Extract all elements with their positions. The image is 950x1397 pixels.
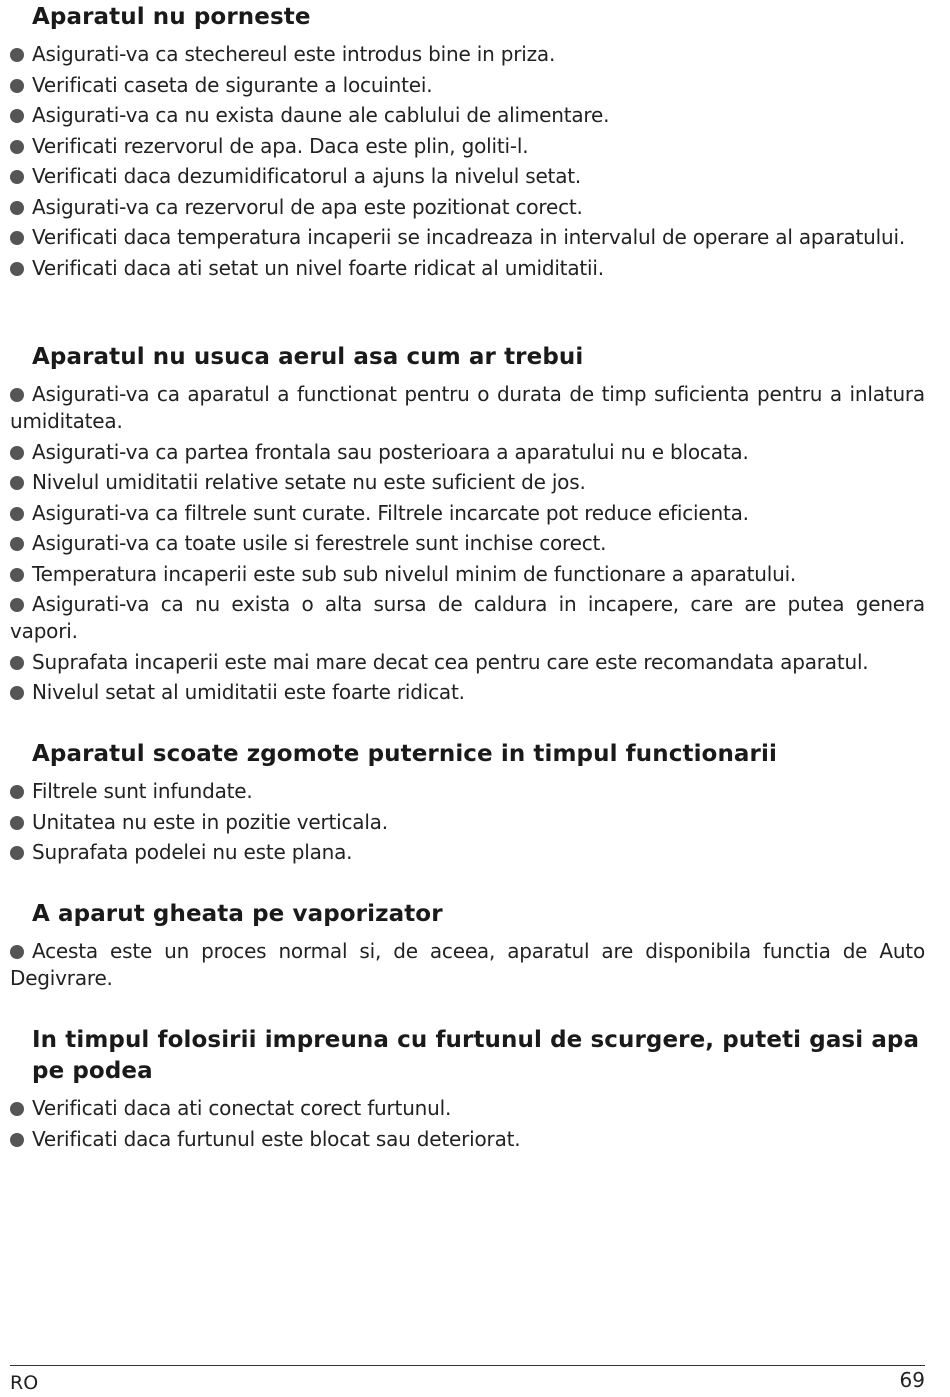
bullet-item: Asigurati-va ca aparatul a functionat pentru o durata de timp suficienta pentru a inlatura umiditatea. <box>10 382 925 433</box>
section-heading: A aparut gheata pe vaporizator <box>32 901 443 927</box>
section-furtun-scurgere <box>10 1025 925 1156</box>
bullet-item: Suprafata incaperii este mai mare decat cea pentru care este recomandata aparatul. <box>10 649 925 676</box>
bullet-item: Asigurati-va ca nu exista daune ale cablului de alimentare. <box>10 102 925 129</box>
page-number: 69 <box>899 1368 925 1392</box>
bullet-item: Acesta este un proces normal si, de aceea, aparatul are disponibila functia de Auto Degivrare. <box>10 939 925 990</box>
bullet-dot-icon <box>10 1133 24 1147</box>
bullet-dot-icon <box>10 140 24 154</box>
bullet-item: Verificati daca ati conectat corect furtunul. <box>10 1095 925 1122</box>
bullet-item: Asigurati-va ca filtrele sunt curate. Filtrele incarcate pot reduce eficienta. <box>10 500 925 527</box>
bullet-item: Unitatea nu este in pozitie verticala. <box>10 809 925 836</box>
bullet-dot-icon <box>10 201 24 215</box>
bullet-dot-icon <box>10 170 24 184</box>
section-aparatul-nu-usuca <box>10 342 925 710</box>
footer-language: RO <box>10 1372 39 1394</box>
section-gheata-vaporizator <box>10 899 925 996</box>
footer-divider <box>10 1365 925 1366</box>
bullet-dot-icon <box>10 262 24 276</box>
bullet-dot-icon <box>10 816 24 830</box>
bullet-item: Nivelul umiditatii relative setate nu este suficient de jos. <box>10 469 925 496</box>
section-heading: Aparatul nu porneste <box>32 4 311 30</box>
bullet-item: Suprafata podelei nu este plana. <box>10 839 925 866</box>
bullet-item: Verificati daca dezumidificatorul a ajuns la nivelul setat. <box>10 163 925 190</box>
bullet-dot-icon <box>10 686 24 700</box>
bullet-dot-icon <box>10 507 24 521</box>
bullet-dot-icon <box>10 79 24 93</box>
bullet-dot-icon <box>10 945 24 959</box>
bullet-item: Temperatura incaperii este sub sub nivelul minim de functionare a aparatului. <box>10 561 925 588</box>
bullet-item: Verificati daca temperatura incaperii se incadreaza in intervalul de operare al aparatului. <box>10 224 925 251</box>
bullet-item: Asigurati-va ca partea frontala sau posterioara a aparatului nu e blocata. <box>10 439 925 466</box>
bullet-item: Asigurati-va ca stechereul este introdus bine in priza. <box>10 41 925 68</box>
bullet-dot-icon <box>10 568 24 582</box>
section-zgomote-puternice <box>10 739 925 870</box>
bullet-dot-icon <box>10 231 24 245</box>
bullet-item: Nivelul setat al umiditatii este foarte ridicat. <box>10 679 925 706</box>
bullet-item: Verificati caseta de sigurante a locuintei. <box>10 72 925 99</box>
bullet-dot-icon <box>10 656 24 670</box>
section-heading: Aparatul scoate zgomote puternice in timpul functionarii <box>32 741 777 767</box>
bullet-item: Filtrele sunt infundate. <box>10 778 925 805</box>
bullet-item: Asigurati-va ca rezervorul de apa este pozitionat corect. <box>10 194 925 221</box>
bullet-dot-icon <box>10 388 24 402</box>
bullet-item: Verificati rezervorul de apa. Daca este plin, goliti-l. <box>10 133 925 160</box>
bullet-dot-icon <box>10 109 24 123</box>
bullet-dot-icon <box>10 1102 24 1116</box>
bullet-item: Asigurati-va ca toate usile si ferestrele sunt inchise corect. <box>10 530 925 557</box>
bullet-item: Verificati daca ati setat un nivel foarte ridicat al umiditatii. <box>10 255 925 282</box>
bullet-dot-icon <box>10 446 24 460</box>
section-heading: Aparatul nu usuca aerul asa cum ar trebui <box>32 344 584 370</box>
bullet-dot-icon <box>10 846 24 860</box>
bullet-dot-icon <box>10 598 24 612</box>
bullet-item: Verificati daca furtunul este blocat sau deteriorat. <box>10 1126 925 1153</box>
bullet-dot-icon <box>10 785 24 799</box>
section-heading: In timpul folosirii impreuna cu furtunul de scurgere, puteti gasi apa pe podea <box>32 1027 920 1084</box>
section-aparatul-nu-porneste <box>10 2 925 285</box>
bullet-item: Asigurati-va ca nu exista o alta sursa de caldura in incapere, care are putea genera vapori. <box>10 592 925 643</box>
bullet-dot-icon <box>10 48 24 62</box>
bullet-dot-icon <box>10 476 24 490</box>
bullet-dot-icon <box>10 537 24 551</box>
